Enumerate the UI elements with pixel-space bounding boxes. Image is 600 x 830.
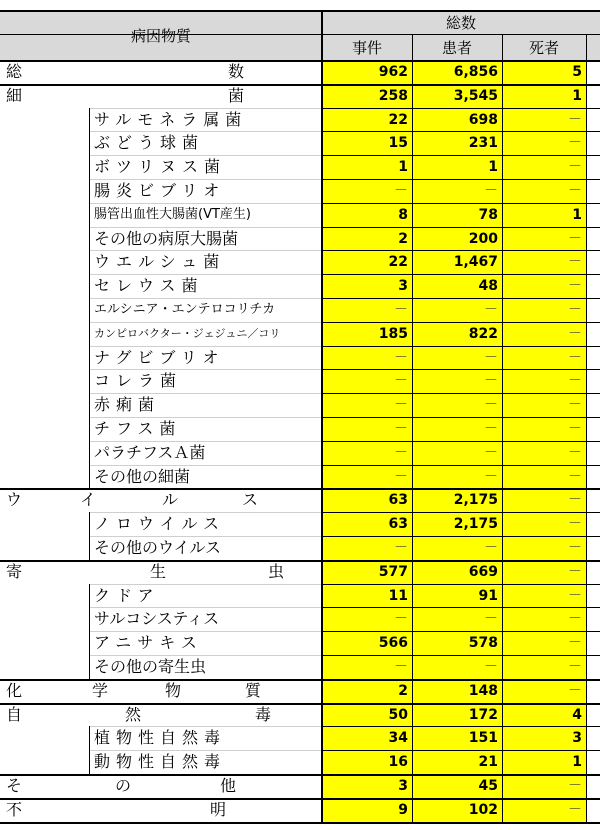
subcategory-row (0, 322, 600, 346)
subcategory-row (0, 536, 600, 560)
deaths-value: － (568, 373, 582, 390)
grid-line-h (90, 274, 322, 275)
grid-line-h (0, 822, 600, 824)
subcategory-label: ノロウイルス (94, 514, 226, 534)
cases-value: 15 (388, 135, 408, 152)
category-label (0, 774, 322, 798)
category-row (0, 679, 600, 703)
category-row (0, 60, 600, 84)
patients-value: － (484, 373, 498, 390)
subcategory-label: ウエルシュ菌 (94, 252, 226, 272)
deaths-value: － (568, 230, 582, 247)
cases-value: 3 (398, 777, 408, 794)
subcategory-row (0, 584, 600, 608)
grid-line-h (322, 179, 600, 180)
cases-value: － (394, 182, 408, 199)
category-label (0, 488, 322, 512)
subcategory-row (0, 155, 600, 179)
patients-value: 1 (488, 159, 498, 176)
grid-line-v (321, 10, 323, 822)
deaths-value: － (568, 135, 582, 152)
grid-line-h (90, 298, 322, 299)
cases-value: 50 (388, 706, 408, 723)
category-label-char: 然 (125, 704, 142, 724)
grid-line-h (90, 607, 322, 608)
subcategory-row (0, 131, 600, 155)
grid-line-h (90, 179, 322, 180)
header-extra-cell (586, 35, 600, 60)
grid-line-h (322, 369, 600, 370)
category-label-char: ス (242, 490, 259, 510)
header-pathogen-label: 病因物質 (130, 26, 191, 45)
deaths-value: － (568, 658, 582, 675)
patients-value: 578 (468, 635, 498, 652)
category-row (0, 774, 600, 798)
grid-line-h (322, 274, 600, 275)
cases-value: － (394, 539, 408, 556)
patients-value: 148 (468, 682, 498, 699)
deaths-value: － (568, 111, 582, 128)
patients-value: － (484, 539, 498, 556)
grid-line-h (322, 108, 600, 109)
grid-line-h (322, 227, 600, 228)
cases-value: 11 (388, 587, 408, 604)
category-label-char: 寄 (6, 561, 23, 581)
subcategory-row (0, 726, 600, 750)
deaths-value: － (568, 563, 582, 580)
grid-line-h (322, 465, 600, 466)
grid-line-h (0, 774, 600, 776)
subcategory-row (0, 227, 600, 251)
subcategory-label: 赤痢菌 (94, 395, 161, 415)
grid-line-v (586, 34, 587, 822)
deaths-value: － (568, 420, 582, 437)
deaths-value: － (568, 182, 582, 199)
subcategory-label: エルシニア・エンテロコリチカ (94, 301, 276, 317)
subcategory-label: その他の病原大腸菌 (94, 228, 239, 248)
grid-line-h (322, 655, 600, 656)
grid-line-h (90, 584, 322, 585)
cases-value: － (394, 468, 408, 485)
grid-line-h (0, 560, 600, 562)
subcategory-row (0, 203, 600, 227)
cases-value: 258 (378, 87, 408, 104)
grid-line-h (322, 322, 600, 323)
patients-value: 45 (478, 777, 498, 794)
grid-line-h (0, 34, 600, 35)
category-label-char: そ (6, 775, 23, 795)
header-patients-cell (412, 35, 502, 60)
grid-line-h (322, 346, 600, 347)
subcategory-row (0, 655, 600, 679)
category-label-char: 明 (210, 799, 227, 819)
patients-value: － (484, 301, 498, 318)
patients-value: － (484, 611, 498, 628)
category-label (0, 84, 322, 108)
cases-value: 1 (398, 159, 408, 176)
cases-value: 577 (378, 563, 408, 580)
cases-value: 22 (388, 254, 408, 271)
header-cases-label: 事件 (351, 39, 382, 57)
grid-line-h (322, 298, 600, 299)
deaths-value: － (568, 516, 582, 533)
subcategory-row (0, 750, 600, 774)
cases-value: 63 (388, 516, 408, 533)
subcategory-row (0, 369, 600, 393)
grid-line-h (90, 726, 322, 727)
deaths-value: － (568, 301, 582, 318)
patients-value: 6,856 (453, 63, 498, 80)
grid-line-h (322, 631, 600, 632)
patients-value: 2,175 (453, 516, 498, 533)
cases-value: － (394, 373, 408, 390)
category-label-char: 他 (220, 775, 237, 795)
patients-value: 1,467 (453, 254, 498, 271)
grid-line-h (90, 536, 322, 537)
patients-value: 91 (478, 587, 498, 604)
deaths-value: － (568, 349, 582, 366)
subcategory-label: アニサキス (94, 633, 203, 653)
patients-value: 102 (468, 801, 498, 818)
grid-line-h (322, 441, 600, 442)
subcategory-label: その他の細菌 (94, 466, 191, 486)
category-label-char: の (115, 775, 132, 795)
grid-line-h (322, 155, 600, 156)
grid-line-v (412, 34, 413, 822)
subcategory-row (0, 417, 600, 441)
deaths-value: 5 (572, 63, 582, 80)
grid-line-h (90, 108, 322, 109)
grid-line-h (90, 250, 322, 251)
cases-value: 8 (398, 206, 408, 223)
subcategory-label: コレラ菌 (94, 371, 183, 391)
subcategory-row (0, 607, 600, 631)
subcategory-row (0, 108, 600, 132)
grid-line-h (90, 655, 322, 656)
cases-value: 2 (398, 682, 408, 699)
deaths-value: － (568, 587, 582, 604)
grid-line-h (90, 346, 322, 347)
category-label (0, 703, 322, 727)
grid-line-h (90, 393, 322, 394)
header-deaths-label: 死者 (528, 39, 559, 57)
category-row (0, 703, 600, 727)
category-label (0, 798, 322, 822)
subcategory-label: その他のウイルス (94, 537, 222, 557)
patients-value: － (484, 658, 498, 675)
subcategory-label: ナグビブリオ (94, 347, 225, 367)
deaths-value: － (568, 801, 582, 818)
grid-line-v (89, 108, 90, 489)
patients-value: 172 (468, 706, 498, 723)
category-label (0, 60, 322, 84)
grid-line-h (0, 60, 600, 62)
category-label-char: ウ (6, 490, 23, 510)
subcategory-label: チフス菌 (94, 418, 182, 438)
patients-value: － (484, 397, 498, 414)
cases-value: 566 (378, 635, 408, 652)
patients-value: 2,175 (453, 492, 498, 509)
deaths-value: － (568, 397, 582, 414)
category-label-char: 生 (150, 561, 167, 581)
header-deaths-cell (502, 35, 586, 60)
grid-line-h (322, 203, 600, 204)
header-total-label: 総数 (445, 13, 476, 32)
category-label-char: ル (162, 490, 179, 510)
subcategory-label: 腸炎ビブリオ (94, 180, 226, 200)
deaths-value: － (568, 254, 582, 271)
category-label-char: 化 (6, 680, 23, 700)
grid-line-h (322, 250, 600, 251)
patients-value: 78 (478, 206, 498, 223)
deaths-value: － (568, 468, 582, 485)
category-label-char: 毒 (255, 704, 272, 724)
subcategory-row (0, 179, 600, 203)
patients-value: － (484, 444, 498, 461)
grid-line-h (0, 679, 600, 681)
deaths-value: － (568, 611, 582, 628)
patients-value: 21 (478, 754, 498, 771)
deaths-value: － (568, 159, 582, 176)
grid-line-h (0, 10, 600, 12)
cases-value: 63 (388, 492, 408, 509)
patients-value: 822 (468, 325, 498, 342)
grid-line-h (0, 798, 600, 800)
category-label-char: 質 (245, 680, 262, 700)
category-label-char: 細 (6, 85, 23, 105)
deaths-value: － (568, 635, 582, 652)
grid-line-h (322, 131, 600, 132)
cases-value: 34 (388, 730, 408, 747)
subcategory-row (0, 250, 600, 274)
grid-line-v (89, 584, 90, 679)
category-row (0, 560, 600, 584)
subcategory-row (0, 346, 600, 370)
deaths-value: － (568, 444, 582, 461)
category-label-char: 数 (228, 61, 245, 81)
cases-value: 22 (388, 111, 408, 128)
patients-value: 3,545 (453, 87, 498, 104)
grid-line-h (322, 584, 600, 585)
grid-line-h (90, 512, 322, 513)
subcategory-row (0, 441, 600, 465)
category-label-char: 不 (6, 799, 23, 819)
subcategory-label: サルコシスティス (94, 609, 220, 629)
cases-value: 3 (398, 278, 408, 295)
subcategory-row (0, 274, 600, 298)
cases-value: 9 (398, 801, 408, 818)
deaths-value: 1 (572, 206, 582, 223)
grid-line-h (90, 369, 322, 370)
grid-line-h (322, 393, 600, 394)
patients-value: 151 (468, 730, 498, 747)
grid-line-h (90, 131, 322, 132)
category-label-char: 総 (6, 61, 23, 81)
deaths-value: 3 (572, 730, 582, 747)
deaths-value: － (568, 492, 582, 509)
header-patients-label: 患者 (441, 39, 472, 57)
patients-value: － (484, 420, 498, 437)
subcategory-label: カンピロバクター・ジェジュニ／コリ (94, 326, 281, 340)
subcategory-row (0, 512, 600, 536)
category-row (0, 488, 600, 512)
grid-line-h (322, 750, 600, 751)
category-label-char: 学 (92, 680, 109, 700)
cases-value: － (394, 397, 408, 414)
deaths-value: 1 (572, 754, 582, 771)
subcategory-label: 動物性自然毒 (94, 752, 227, 772)
grid-line-h (90, 631, 322, 632)
category-label-char: 物 (165, 680, 182, 700)
header-pathogen-cell (0, 10, 322, 60)
category-label-char: イ (80, 490, 97, 510)
patients-value: 698 (468, 111, 498, 128)
subcategory-row (0, 465, 600, 489)
deaths-value: － (568, 325, 582, 342)
category-label-char: 菌 (228, 85, 245, 105)
subcategory-row (0, 298, 600, 322)
grid-line-h (322, 536, 600, 537)
cases-value: － (394, 444, 408, 461)
deaths-value: － (568, 539, 582, 556)
header-total-cell (322, 10, 600, 34)
cases-value: 2 (398, 230, 408, 247)
grid-line-h (322, 726, 600, 727)
deaths-value: 4 (572, 706, 582, 723)
subcategory-label: 植物性自然毒 (94, 728, 227, 748)
category-label (0, 679, 322, 703)
cases-value: 185 (378, 325, 408, 342)
subcategory-row (0, 393, 600, 417)
patients-value: 48 (478, 278, 498, 295)
patients-value: 669 (468, 563, 498, 580)
grid-line-h (322, 512, 600, 513)
subcategory-label: その他の寄生虫 (94, 656, 207, 676)
deaths-value: － (568, 278, 582, 295)
grid-line-h (90, 465, 322, 466)
grid-line-h (90, 155, 322, 156)
category-row (0, 798, 600, 822)
cases-value: － (394, 349, 408, 366)
category-label-char: 自 (6, 704, 23, 724)
cases-value: 16 (388, 754, 408, 771)
header-cases-cell (322, 35, 412, 60)
grid-line-h (90, 441, 322, 442)
deaths-value: － (568, 777, 582, 794)
cases-value: 962 (378, 63, 408, 80)
category-label (0, 560, 322, 584)
cases-value: － (394, 611, 408, 628)
grid-line-h (90, 227, 322, 228)
subcategory-label: クドア (94, 585, 160, 605)
deaths-value: － (568, 682, 582, 699)
grid-line-v (89, 726, 90, 774)
grid-line-h (322, 417, 600, 418)
patients-value: － (484, 468, 498, 485)
grid-line-h (322, 607, 600, 608)
cases-value: － (394, 420, 408, 437)
deaths-value: 1 (572, 87, 582, 104)
grid-line-h (90, 322, 322, 323)
grid-line-h (90, 417, 322, 418)
subcategory-label: サルモネラ属菌 (94, 109, 248, 129)
grid-line-h (90, 750, 322, 751)
grid-line-v (502, 34, 503, 822)
patients-value: 231 (468, 135, 498, 152)
cases-value: － (394, 658, 408, 675)
subcategory-label: ボツリヌス菌 (94, 157, 227, 177)
grid-line-h (0, 488, 600, 490)
grid-line-h (0, 84, 600, 86)
subcategory-label: パラチフスＡ菌 (94, 442, 206, 462)
category-row (0, 84, 600, 108)
grid-line-h (90, 203, 322, 204)
subcategory-label: ぶどう球菌 (94, 133, 205, 153)
subcategory-row (0, 631, 600, 655)
grid-line-h (0, 703, 600, 705)
subcategory-label: 腸管出血性大腸菌(VT産生) (94, 206, 251, 222)
patients-value: 200 (468, 230, 498, 247)
grid-line-v (89, 512, 90, 560)
subcategory-label: セレウス菌 (94, 276, 204, 296)
cases-value: － (394, 301, 408, 318)
patients-value: － (484, 182, 498, 199)
category-label-char: 虫 (268, 561, 285, 581)
patients-value: － (484, 349, 498, 366)
